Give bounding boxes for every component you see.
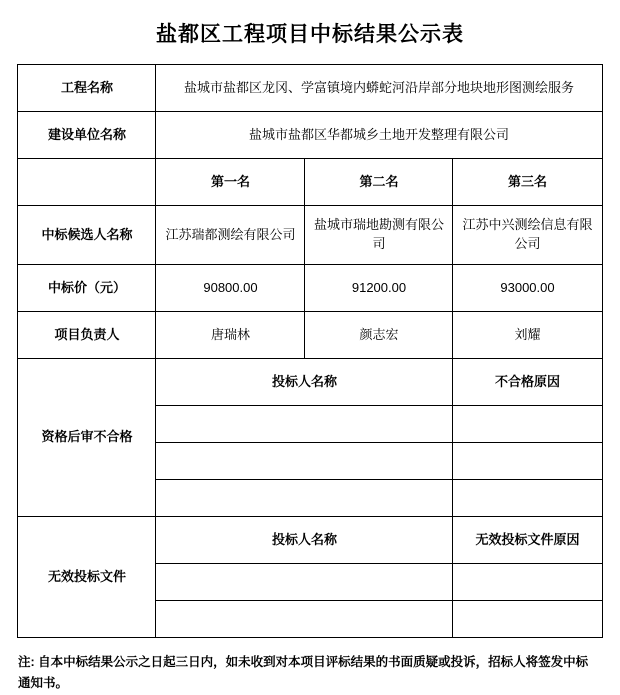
unqualified-bidder-1	[156, 406, 453, 443]
project-name-value: 盐城市盐都区龙冈、学富镇境内蟒蛇河沿岸部分地块地形图测绘服务	[156, 65, 602, 112]
invalid-header-bidder: 投标人名称	[156, 517, 453, 564]
rank-header-third: 第三名	[453, 159, 602, 206]
invalid-reason-2	[453, 601, 602, 638]
invalid-label: 无效投标文件	[18, 517, 156, 638]
footer-note-line-2: 通知书。	[18, 676, 69, 691]
bid-result-table	[17, 64, 602, 638]
table-row-project-name	[18, 65, 602, 112]
unqualified-reason-1	[453, 406, 602, 443]
unqualified-bidder-2	[156, 443, 453, 480]
rank-header-first: 第一名	[156, 159, 305, 206]
rank-header-second: 第二名	[305, 159, 453, 206]
bid-price-second: 91200.00	[305, 265, 453, 312]
bid-price-first: 90800.00	[156, 265, 305, 312]
invalid-bidder-2	[156, 601, 453, 638]
unqualified-header-bidder: 投标人名称	[156, 359, 453, 406]
rank-header-blank	[18, 159, 156, 206]
construction-unit-label: 建设单位名称	[18, 112, 156, 159]
construction-unit-value: 盐城市盐都区华都城乡土地开发整理有限公司	[156, 112, 602, 159]
bid-price-third: 93000.00	[453, 265, 602, 312]
table-row-rank-headers	[18, 159, 602, 206]
footer-note-line-1: 注: 自本中标结果公示之日起三日内，如未收到对本项目评标结果的书面质疑或投诉，招标人将签发中标	[18, 655, 589, 669]
candidate-third: 江苏中兴测绘信息有限公司	[453, 206, 602, 265]
candidate-first: 江苏瑞都测绘有限公司	[156, 206, 305, 265]
table-row-managers	[18, 312, 602, 359]
candidate-label: 中标候选人名称	[18, 206, 156, 265]
candidate-second: 盐城市瑞地勘测有限公司	[305, 206, 453, 265]
invalid-header-reason: 无效投标文件原因	[453, 517, 602, 564]
unqualified-reason-2	[453, 443, 602, 480]
invalid-bidder-1	[156, 564, 453, 601]
manager-second: 颜志宏	[305, 312, 453, 359]
table-row-invalid-headers	[18, 517, 602, 564]
unqualified-bidder-3	[156, 480, 453, 517]
unqualified-header-reason: 不合格原因	[453, 359, 602, 406]
unqualified-reason-3	[453, 480, 602, 517]
manager-label: 项目负责人	[18, 312, 156, 359]
footer-note	[18, 652, 602, 695]
invalid-reason-1	[453, 564, 602, 601]
table-row-bid-prices	[18, 265, 602, 312]
table-row-candidates	[18, 206, 602, 265]
bid-price-label: 中标价（元）	[18, 265, 156, 312]
table-row-construction-unit	[18, 112, 602, 159]
unqualified-label: 资格后审不合格	[18, 359, 156, 517]
page-title: 盐都区工程项目中标结果公示表	[156, 23, 464, 46]
project-name-label: 工程名称	[18, 65, 156, 112]
table-row-unqualified-headers	[18, 359, 602, 406]
manager-first: 唐瑞林	[156, 312, 305, 359]
manager-third: 刘耀	[453, 312, 602, 359]
